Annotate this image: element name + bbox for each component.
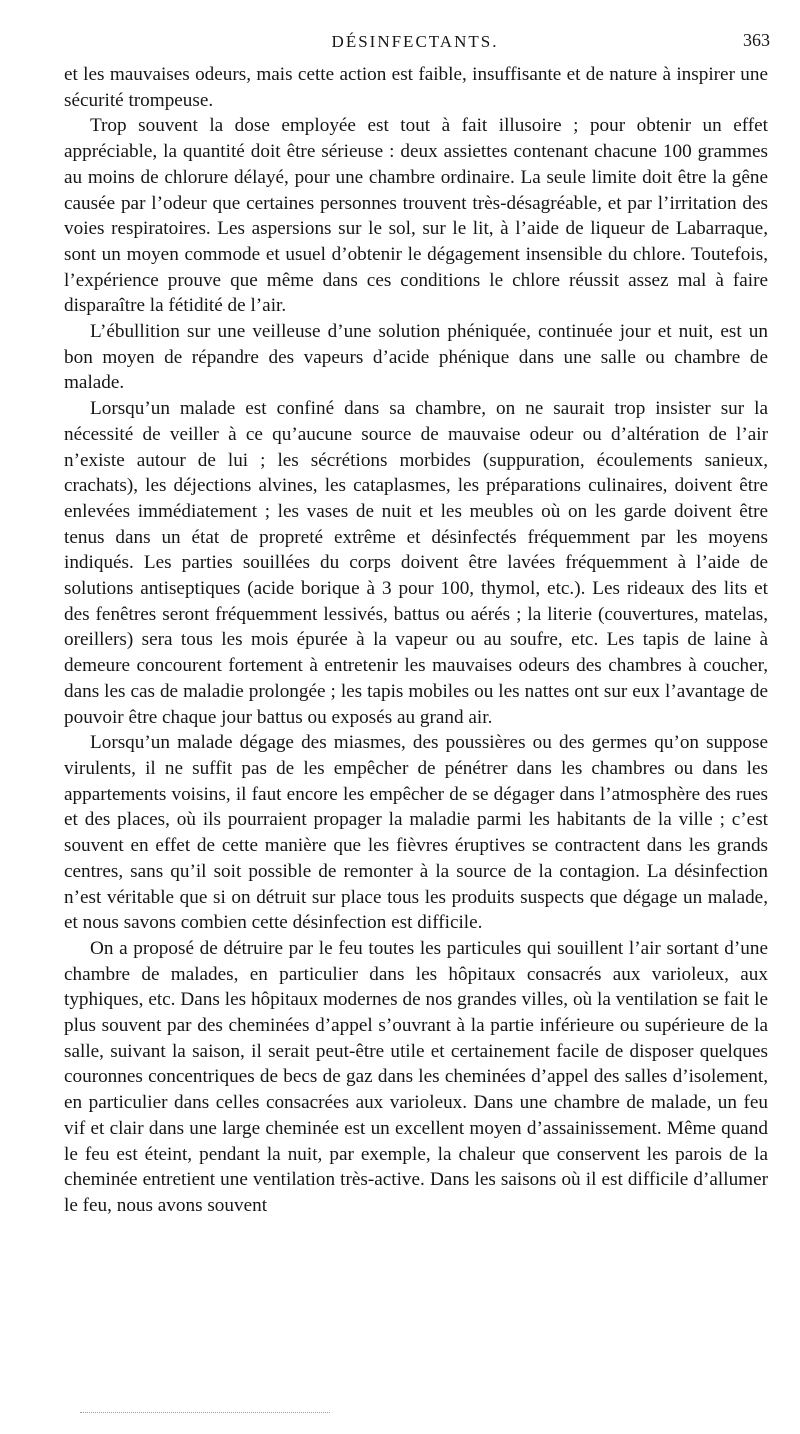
body-text [64,62,768,1219]
paragraph-confined-patient: Lorsqu’un malade est confiné dans sa chambre, on ne saurait trop insister sur la nécessité de veiller à ce qu’aucune source de mauvaise odeur ou d’altération de l’air n’existe autour de lui ; les sécrétions morbides (suppuration, écoulements sanieux, crachats), les déjections alvines, les cataplasmes, les préparations culinaires, doivent être enlevées immédiatement ; les vases de nuit et les meubles où on les garde doivent être tenus dans un état de propreté extrême et désinfectés fréquemment par les moyens indiqués. Les parties souillées du corps doivent être lavées fréquemment à l’aide de solutions antiseptiques (acide borique à 3 pour 100, thymol, etc.). Les rideaux des lits et des fenêtres seront fréquemment lessivés, battus ou aérés ; la literie (couvertures, matelas, oreillers) sera tous les mois épurée à la vapeur ou au soufre, etc. Les tapis de laine à demeure concourent fortement à entretenir les mauvaises odeurs des chambres à coucher, dans les cas de maladie prolongée ; les tapis mobiles ou les nattes ont sur eux l’avantage de pouvoir être chaque jour battus ou exposés au grand air. [64,398,768,728]
footer-dotted-rule [80,1412,330,1413]
paragraph-continued: et les mauvaises odeurs, mais cette action est faible, insuffisante et de nature à inspirer une sécurité trompeuse. [64,64,768,111]
paragraph-chlorine-dose: Trop souvent la dose employée est tout à fait illusoire ; pour obtenir un effet appréciable, la quantité doit être sérieuse : deux assiettes contenant chacune 100 grammes au moins de chlorure délayé, pour une chambre ordinaire. La seule limite doit être la gêne causée par l’odeur que certaines personnes trouvent très-désagréable, et par l’irritation des voies respiratoires. Les aspersions sur le sol, sur le lit, à l’aide de liqueur de Labarraque, sont un moyen commode et usuel d’obtenir le dégagement insensible du chlore. Toutefois, l’expérience prouve que même dans ces conditions le chlore réussit assez mal à faire disparaître la fétidité de l’air. [64,115,768,317]
paragraph-miasmas: Lorsqu’un malade dégage des miasmes, des poussières ou des germes qu’on suppose virulents, il ne suffit pas de les empêcher de pénétrer dans les chambres ou dans les appartements voisins, il faut encore les empêcher de se dégager dans l’atmosphère des rues et des places, où ils pourraient propager la maladie parmi les habitants de la ville ; c’est souvent en effet de cette manière que les fièvres éruptives se contractent dans les grands centres, sans qu’il soit possible de remonter à la source de la contagion. La désinfection n’est véritable que si on détruit sur place tous les produits suspects que dégage un malade, et nous savons combien cette désinfection est difficile. [64,732,768,934]
paragraph-phenic-vapour: L’ébullition sur une veilleuse d’une solution phéniquée, continuée jour et nuit, est un bon moyen de répandre des vapeurs d’acide phénique dans une salle ou chambre de malade. [64,321,768,394]
running-title: DÉSINFECTANTS. [331,32,499,51]
running-head [60,30,770,56]
paragraph-fire-ventilation: On a proposé de détruire par le feu toutes les particules qui souillent l’air sortant d’une chambre de malades, en particulier dans les hôpitaux consacrés aux varioleux, aux typhiques, etc. Dans les hôpitaux modernes de nos grandes villes, où la ventilation se fait le plus souvent par des cheminées d’appel s’ouvrant à la partie inférieure ou supérieure de la salle, suivant la saison, il serait peut-être utile et certainement facile de disposer quelques couronnes concentriques de becs de gaz dans les cheminées d’appel des salles d’isolement, en particulier dans celles consacrées aux varioleux. Dans une chambre de malade, un feu vif et clair dans une large cheminée est un excellent moyen d’assainissement. Même quand le feu est éteint, pendant la nuit, par exemple, la chaleur que conservent les parois de la cheminée entretient une ventilation très-active. Dans les saisons où il est difficile d’allumer le feu, nous avons souvent [64,937,768,1216]
page-number: 363 [743,30,770,50]
